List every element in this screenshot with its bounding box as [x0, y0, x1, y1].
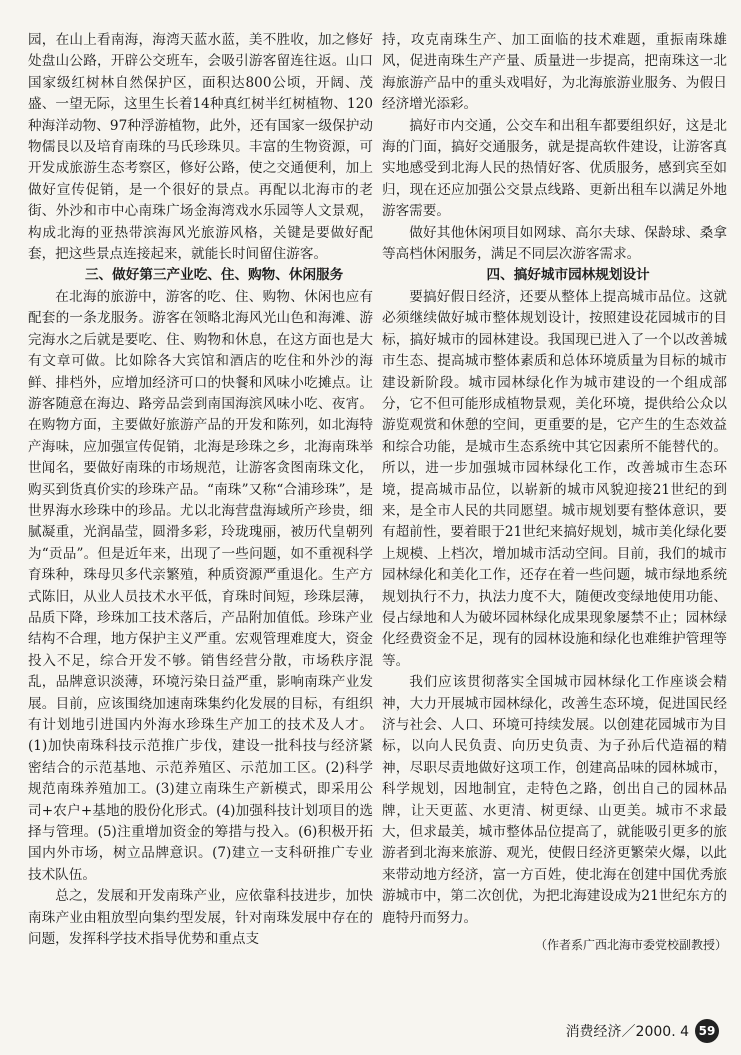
paragraph-services-pearl: 在北海的旅游中，游客的吃、住、购物、休闲也应有配套的一条龙服务。游客在领略北海风光山色和海滩、游完海水之后就是要吃、住、购物和休息，在这方面也是大有文章可做。比如除各大宾馆和酒店的吃住和外沙的海鲜、排档外，应增加经济可口的快餐和风味小吃摊点。让游客随意在海边、路旁品尝到南国海滨风味小吃、夜宵。在购物方面，主要做好旅游产品的开发和陈列，如北海特产海味，应加强宣传促销，北海是珍珠之乡，北海南珠举世闻名，要做好南珠的市场规范，让游客贪图南珠文化，购买到货真价实的珍珠产品。“南珠”又称“合浦珍珠”，是世界海水珍珠中的珍品。尤以北海营盘海域所产珍贵，细腻凝重，光润晶莹，圆滑多彩，玲珑瑰丽，被历代皇朝列为“贡品”。但是近年来，出现了一些问题，如不重视科学育珠种，珠母贝多代亲繁殖，种质资源严重退化。生产方式陈旧，从业人员技术水平低，育珠时间短，珍珠层薄，品质下降，珍珠加工技术落后，产品附加值低。珍珠产业结构不合理，地方保护主义严重。宏观管理难度大，资金投入不足，综合开发不够。销售经营分散，市场秩序混乱，品牌意识淡薄，环境污染日益严重，影响南珠产业发展。目前，应该围绕加速南珠集约化发展的目标，有组织有计划地引进国内外海水珍珠生产加工的技术及人才。(1)加快南珠科技示范推广步伐，建设一批科技与经济紧密结合的示范基地、示范养殖区、示范加工区。(2)科学规范南珠养殖加工。(3)建立南珠生产新模式，即采用公司+农户+基地的股份化形式。(4)加强科技计划项目的选择与管理。(5)注重增加资金的筹措与投入。(6)积极开拓国内外市场，树立品牌意识。(7)建立一支科研推广专业技术队伍。 — [28, 288, 373, 883]
paragraph-pearl-continued: 持，攻克南珠生产、加工面临的技术难题，重振南珠雄风，促进南珠生产产量、质量进一步提高，把南珠这一北海旅游产品中的重头戏唱好，为北海旅游业服务、为假日经济增光添彩。 — [382, 32, 727, 113]
paragraph-garden-city: 我们应该贯彻落实全国城市园林绿化工作座谈会精神，大力开展城市园林绿化，改善生态环境，促进国民经济与社会、人口、环境可持续发展。以创建花园城市为目标，以向人民负责、向历史负责、为子孙后代造福的精神，尽职尽责地做好这项工作，创建高品味的园林城市，科学规划，因地制宜，走特色之路，创出自己的园林品牌，让天更蓝、水更清、树更绿、山更美。城市不求最大，但求最美，城市整体品位提高了，就能吸引更多的旅游者到北海来旅游、观光，使假日经济更繁荣火爆，以此来带动地方经济，富一方百姓，使北海在创建中国优秀旅游城市中，第二次创优，为把北海建设成为21世纪东方的鹿特丹而努力。 — [382, 674, 727, 926]
journal-issue: 消费经济／2000. 4 — [565, 1024, 689, 1040]
section-heading-tertiary-services: 三、做好第三产业吃、住、购物、休闲服务 — [84, 267, 344, 284]
section-heading-garden-planning: 四、搞好城市园林规划设计 — [486, 267, 650, 284]
paragraph-scenic-spots: 园，在山上看南海，海湾天蓝水蓝，美不胜收，加之修好处盘山公路，开辟公交班车，会吸引游客留连往返。山口国家级红树林自然保护区，面积达800公顷，开阔、茂盛、一望无际，这里生长着14种真红树半红树植物、120种海洋动物、97种浮游植物，此外，还有国家一级保护动物儒艮以及培育南珠的马氏珍珠贝。丰富的生物资源，可开发成旅游生态考察区，修好公路，使之交通便利，加上做好宣传促销，是一个很好的景点。再配以北海市的老街、外沙和市中心南珠广场金海湾戏水乐园等人文景观，构成北海的亚热带滨海风光旅游风格，关键是要做好配套，把这些景点连接起来，就能长时间留住游客。 — [28, 32, 373, 263]
paragraph-leisure: 做好其他休闲项目如网球、高尔夫球、保龄球、桑拿等高档休闲服务，满足不同层次游客需求。 — [382, 224, 727, 263]
page-number-badge: 59 — [695, 1019, 719, 1043]
page-footer — [566, 1019, 719, 1043]
paragraph-city-planning: 要搞好假日经济，还要从整体上提高城市品位。这就必须继续做好城市整体规划设计，按照建设花园城市的目标，搞好城市的园林建设。我国现已进入了一个以改善城市生态、提高城市整体素质和总体环境质量为目标的城市建设新阶段。城市园林绿化作为城市建设的一个组成部分，它不但可能形成植物景观，美化环境，提供给公众以游览观赏和休憩的空间，更重要的是，它产生的生态效益和综合功能，是城市生态系统中其它因素所不能替代的。所以，进一步加强城市园林绿化工作，改善城市生态环境，提高城市品位，以崭新的城市风貌迎接21世纪的到来，是全市人民的共同愿望。城市规划要有整体意识，要有超前性，要着眼于21世纪来搞好规划，城市美化绿化要上规模、上档次，增加城市活动空间。目前，我们的城市园林绿化和美化工作，还存在着一些问题，城市绿地系统规划执行不力，执法力度不大，随便改变绿地使用功能、侵占绿地和人为破坏园林绿化成果现象屡禁不止；园林绿化经费资金不足，现有的园林设施和绿化也难维护管理等等。 — [382, 288, 727, 669]
right-column — [382, 30, 727, 956]
paragraph-transport: 搞好市内交通，公交车和出租车都要组织好，这是北海的门面，搞好交通服务，就是提高软件建设，让游客真实地感受到北海人民的热情好客、优质服务，感到宾至如归，现在还应加强公交景点线路、更新出租车以满足外地游客需要。 — [382, 117, 727, 220]
author-note: （作者系广西北海市委党校副教授） — [534, 938, 727, 953]
paragraph-pearl-summary: 总之，发展和开发南珠产业，应依靠科技进步，加快南珠产业由粗放型向集约型发展，针对南珠发展中存在的问题，发挥科学技术指导优势和重点支 — [28, 888, 373, 948]
left-column — [28, 30, 373, 950]
